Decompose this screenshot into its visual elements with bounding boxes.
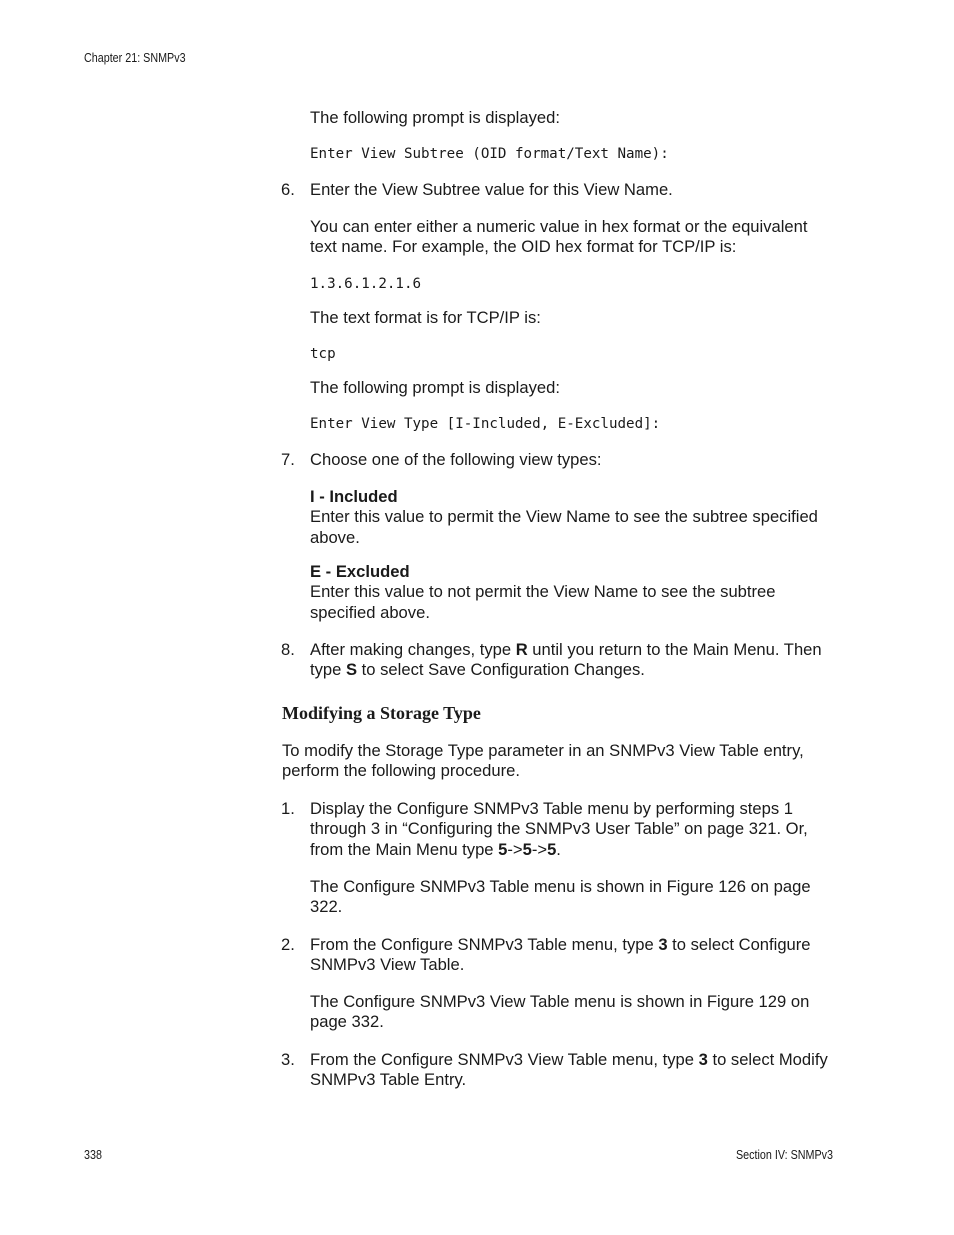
step-6-para [310, 217, 850, 258]
prompt-intro: The following prompt is displayed: [310, 108, 560, 127]
proc-step-2-note-line-1: The Configure SNMPv3 View Table menu is shown in Figure 129 on [310, 992, 810, 1011]
step-7-text: Choose one of the following view types: [310, 450, 602, 469]
term-included-block [310, 487, 850, 548]
proc-step-1-note [310, 877, 850, 918]
step-8-text-a: After making changes, type [310, 640, 516, 659]
term-excluded-desc-2: specified above. [310, 602, 430, 622]
key-r: R [515, 640, 528, 659]
step-6-text: Enter the View Subtree value for this View Name. [310, 180, 673, 199]
proc-step-1-note-line-2: 322. [310, 897, 343, 917]
proc-step-2-text [310, 935, 850, 976]
proc-step-1-line-1: Display the Configure SNMPv3 Table menu by performing steps 1 [310, 799, 793, 818]
term-included: I - Included [310, 487, 398, 506]
section-intro [282, 741, 852, 782]
proc-step-1-line-3-text: from the Main Menu type [310, 839, 499, 859]
key-s: S [345, 660, 358, 680]
text-format-line: The text format is for TCP/IP is: [310, 308, 541, 327]
step-6-number: 6. [281, 180, 295, 199]
step-8-number: 8. [281, 640, 295, 659]
prompt-view-type-code: Enter View Type [I-Included, E-Excluded]: [310, 416, 661, 432]
proc-step-2-text-a: From the Configure SNMPv3 Table menu, type [310, 935, 659, 954]
step-6-para-line-2: text name. For example, the OID hex format for TCP/IP is: [310, 237, 737, 257]
key-5-second: 5 [522, 839, 532, 859]
term-included-desc-2: above. [310, 527, 360, 547]
proc-step-3-text-a: From the Configure SNMPv3 View Table menu, type [310, 1050, 699, 1069]
term-excluded: E - Excluded [310, 562, 410, 581]
step-6-para-line-1: You can enter either a numeric value in hex format or the equivalent [310, 217, 808, 236]
proc-step-2-note [310, 992, 850, 1033]
running-header: Chapter 21: SNMPv3 [84, 51, 186, 65]
tcp-code: tcp [310, 346, 336, 362]
section-intro-line-1: To modify the Storage Type parameter in an SNMPv3 View Table entry, [282, 741, 804, 760]
oid-code: 1.3.6.1.2.1.6 [310, 276, 422, 292]
proc-step-1-text [310, 799, 850, 860]
page-number: 338 [84, 1148, 102, 1162]
key-3: 3 [658, 935, 668, 954]
proc-step-3-number: 3. [281, 1050, 295, 1069]
step-7-number: 7. [281, 450, 295, 469]
key-5-third: 5 [547, 839, 557, 859]
prompt-subtree-code: Enter View Subtree (OID format/Text Name): [310, 146, 669, 162]
proc-step-3-text [310, 1050, 850, 1091]
proc-step-2-line-2: SNMPv3 View Table. [310, 955, 465, 975]
prompt-intro-2: The following prompt is displayed: [310, 378, 560, 397]
arrow-sep-1: -> [507, 839, 523, 859]
proc-step-1-number: 1. [281, 799, 295, 818]
term-excluded-desc-1: Enter this value to not permit the View Name to see the subtree [310, 582, 776, 602]
step-8-text [310, 640, 850, 681]
arrow-sep-2: -> [531, 839, 548, 859]
key-5-first: 5 [498, 839, 508, 859]
section-intro-line-2: perform the following procedure. [282, 761, 520, 781]
proc-step-1-line-3 [310, 840, 850, 860]
key-3-modify: 3 [698, 1050, 708, 1069]
step-8-text-d: type [310, 660, 346, 680]
term-included-desc-1: Enter this value to permit the View Name to see the subtree specified [310, 507, 818, 527]
proc-step-1-line-2: through 3 in “Configuring the SNMPv3 User Table” on page 321. Or, [310, 819, 808, 839]
term-excluded-block [310, 562, 850, 623]
proc-step-3-text-c: to select Modify [707, 1050, 828, 1069]
step-8-text-c: until you return to the Main Menu. Then [527, 640, 822, 659]
step-8-text-f: to select Save Configuration Changes. [357, 660, 645, 680]
period: . [556, 839, 561, 859]
proc-step-2-note-line-2: page 332. [310, 1012, 384, 1032]
proc-step-2-number: 2. [281, 935, 295, 954]
proc-step-1-note-line-1: The Configure SNMPv3 Table menu is shown in Figure 126 on page [310, 877, 811, 896]
proc-step-2-text-c: to select Configure [667, 935, 811, 954]
proc-step-3-line-2: SNMPv3 Table Entry. [310, 1070, 467, 1090]
running-footer-section: Section IV: SNMPv3 [736, 1148, 833, 1162]
section-heading: Modifying a Storage Type [282, 703, 481, 723]
